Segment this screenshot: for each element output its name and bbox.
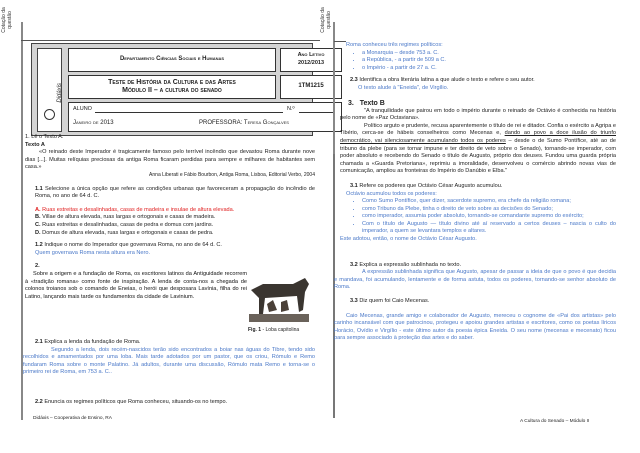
power-item: • Como Sumo Pontífice, quer dizer, sacerdote supremo, era chefe da religião romana;	[362, 198, 616, 206]
answer-32: A expressão sublinhada significa que Augusto, apesar de passar a ideia de que o povo é que decidia e mandava, foi acumulando, lentamente e de forma astuta, todos os poderes, tornando-se senhor absoluto de Roma.	[334, 269, 616, 291]
answer-22-intro: Roma conheceu três regimes políticos:	[346, 42, 443, 48]
left-content-2	[25, 339, 315, 422]
divider	[21, 40, 320, 41]
regime-item: • a Monarquia – desde 753 a. C.	[362, 50, 616, 58]
q22-number: 2.2	[35, 398, 43, 405]
text-b-p1: "A tranquilidade que pairou em todo o império durante o reinado de Octávio é conhecida na história pelo nome de «Paz Octaviana».	[340, 107, 616, 122]
q11-number: 1.1	[35, 185, 43, 192]
answer-22-list	[340, 50, 616, 73]
q23-number: 2.3	[350, 77, 358, 84]
student-info	[68, 102, 342, 132]
margin-label-right: Cotação da questão	[320, 7, 332, 33]
school-logo	[37, 48, 62, 132]
student-number-field[interactable]	[299, 112, 335, 113]
q31-number: 3.1	[350, 182, 358, 189]
student-name-field[interactable]	[95, 112, 283, 113]
answer-33: Caio Mecenas, grande amigo e colaborador de Augusto, mereceu o cognome de «Pai dos artistas» pelo carinho incansável com que patrocinou, protegeu e apoiou grandes artistas e escritores, como os poetas líricos Horácio, Ovídio e Virgílio - este último autor da poesia épica Eneida. O seu nome (mecenas e mecenato) ficou para sempre associado à proteção das artes e do saber.	[334, 312, 616, 342]
text-a: «O reinado deste Imperador é tragicamente famoso pelo terrível incêndio que devastou Roma durante nove dias [...]. Muitas relíquias preciosas da antiga Roma ficaram perdidas para sempre e milhares de habitantes sem casa.»	[25, 149, 315, 171]
q11-text: Selecione a única opção que refere as condições urbanas que favoreceram a propagação do incêndio de Roma, no ano de 64 d. C.	[35, 185, 315, 200]
q33-number: 3.3	[350, 298, 358, 305]
year-label: Ano Letivo	[297, 52, 325, 59]
q23-text: Identifica a obra literária latina a que alude o texto e refere o seu autor.	[359, 77, 535, 84]
q11-options	[35, 207, 315, 237]
regime-item: • a República, - a partir de 509 a C.	[362, 57, 616, 65]
teacher: PROFESSORA: Teresa Gonçalves	[199, 120, 289, 126]
underlined-expression: dando ao povo a doce ilusão do triunfo democrático, vai silenciosamente acumulando todos os poderes	[340, 130, 616, 144]
regime-item: • o Império - a partir de 27 a. C.	[362, 65, 616, 73]
test-title	[68, 75, 276, 99]
q3-number: 3.	[348, 99, 354, 107]
title-line2: Módulo II – a cultura do senado	[122, 87, 222, 94]
power-item: • como imperador, assumia poder absoluto, tornando-se comandante supremo do exército;	[362, 213, 616, 221]
header-panel	[31, 43, 325, 136]
q31-text: Refere os poderes que Octávio César Augusto acumulou.	[359, 182, 503, 189]
text-a-source: Anna Liberati e Fábio Bourbon, Antiga Roma, Lisboa, Editorial Verbo, 2004	[149, 171, 315, 178]
right-content	[334, 42, 617, 343]
left-footer: Didáxis – Cooperativa de Ensino, RA	[33, 415, 112, 421]
q32-text: Explica a expressão sublinhada no texto.	[359, 261, 462, 268]
question-2: 2.	[35, 263, 40, 270]
q22-text: Enuncia os regimes políticos que Roma conheceu, situando-os no tempo.	[44, 398, 228, 405]
student-label: ALUNO	[73, 106, 92, 112]
department: Departamento Ciências Sociais e Humanas	[68, 48, 276, 72]
test-date: Janeiro de 2013	[73, 120, 114, 126]
power-item: • como Tribuno da Plebe, tinha o direito de veto sobre as decisões do Senado;	[362, 206, 616, 214]
option-d[interactable]: D. Domus de altura elevada, ruas largas e ortogonais e casas de pedra.	[35, 229, 214, 236]
option-b[interactable]: B. Villae de altura elevada, ruas largas e ortogonais e casas de madeira.	[35, 214, 216, 221]
option-a[interactable]: A. Ruas estreitas e desalinhadas, casas de madeira e insulae de altura elevada.	[35, 206, 235, 213]
q2-text: Sobre a origem e a fundação de Roma, os escritores latinos da Antiguidade recorrem à «tradição romana» como fonte de inspiração. A lenda de conta-nos a chegada de colonos troianos sob o comando de Eneias, o herói que desposara Lavínia, filha do rei Latino, lançando mais tarde os fundamentos da cidade de Lavinium.	[25, 270, 247, 300]
class-code: 1TM1215	[280, 75, 342, 99]
loba-capitolina-image	[243, 270, 313, 326]
text-b-p2: Político arguto e prudente, recusa aparentemente o título de rei e ditador. Confia o exército a Agripa e Tibério, cerca-se de hábeis conselheiros como Mecenas e, dando ao povo a doce ilusão do triunfo democrático, vai silenciosamente acumulando todos os poderes – desde o de Sumo Pontífice, até ao de tribuno da plebe (para se tornar impune e ter direito de veto sobre o Senado), tornando-se imperador, com poder absoluto e recebendo do Senado o título de Augusto, próprio dos deuses. Fundou uma guarda própria chamada a «Guarda Pretoriana», reprimiu a imoralidade, desenvolveu o comércio abrindo novas vias de comunicação, ampliou as fronteiras do Império do Danúbio e Elba."	[340, 122, 617, 175]
q21-text: Explica a lenda da fundação de Roma.	[44, 339, 141, 345]
q12-number: 1.2	[35, 242, 43, 249]
text-a-title: Texto A	[25, 141, 45, 148]
option-c[interactable]: C. Ruas estreitas e desalinhadas, casas de pedra e domus com jardins.	[35, 221, 214, 228]
answer-31-outro: Este adotou, então, o nome de Octávio César Augusto.	[340, 236, 477, 243]
answer-31-list	[340, 198, 616, 236]
year-value: 2012/2013	[298, 60, 324, 66]
logo-text: Didáxis	[57, 82, 64, 103]
right-footer: A Cultura do Senado – Módulo II	[520, 419, 590, 424]
number-label: N.º	[287, 106, 295, 112]
q32-number: 3.2	[350, 261, 358, 268]
answer-21: Segundo a lenda, dois recém-nascidos terão sido encontrados a boiar nas águas do Tibre, tendo sido recolhidos e amamentados por uma loba. Mais tarde adotados por um pastor, que os criou, Rómulo e Remo fundaram Roma sobre o monte Palatino. Já adultos, durante uma discussão, Rómulo mata Remo e torna-se o primeiro rei de Roma, em 753 a. C..	[23, 346, 315, 376]
question-1: 1. Lê o Texto A.	[25, 134, 64, 140]
answer-23: O texto alude à "Eneida", de Virgílio.	[358, 84, 449, 91]
answer-12: Quem governava Roma nesta altura era Nero.	[35, 249, 151, 256]
q21-number: 2.1	[35, 339, 43, 345]
answer-31-intro: Octávio acumulou todos os poderes:	[346, 190, 437, 197]
power-item: • Com o título de Augusto — título divino até aí reservado a certos deuses – nascia o culto do imperador, a quem se levantara templos e altares.	[362, 221, 616, 236]
figure-caption: Fig. 1 - Loba capitolina	[248, 327, 300, 333]
margin-label: Cotação da questão	[1, 7, 13, 33]
q12-text: Indique o nome do Imperador que governava Roma, no ano de 64 d. C.	[44, 242, 222, 249]
text-b-title: Texto B	[359, 99, 385, 107]
title-line1: Teste de História da Cultura e das Artes	[108, 79, 236, 86]
q33-text: Diz quem foi Caio Mecenas.	[359, 298, 430, 305]
